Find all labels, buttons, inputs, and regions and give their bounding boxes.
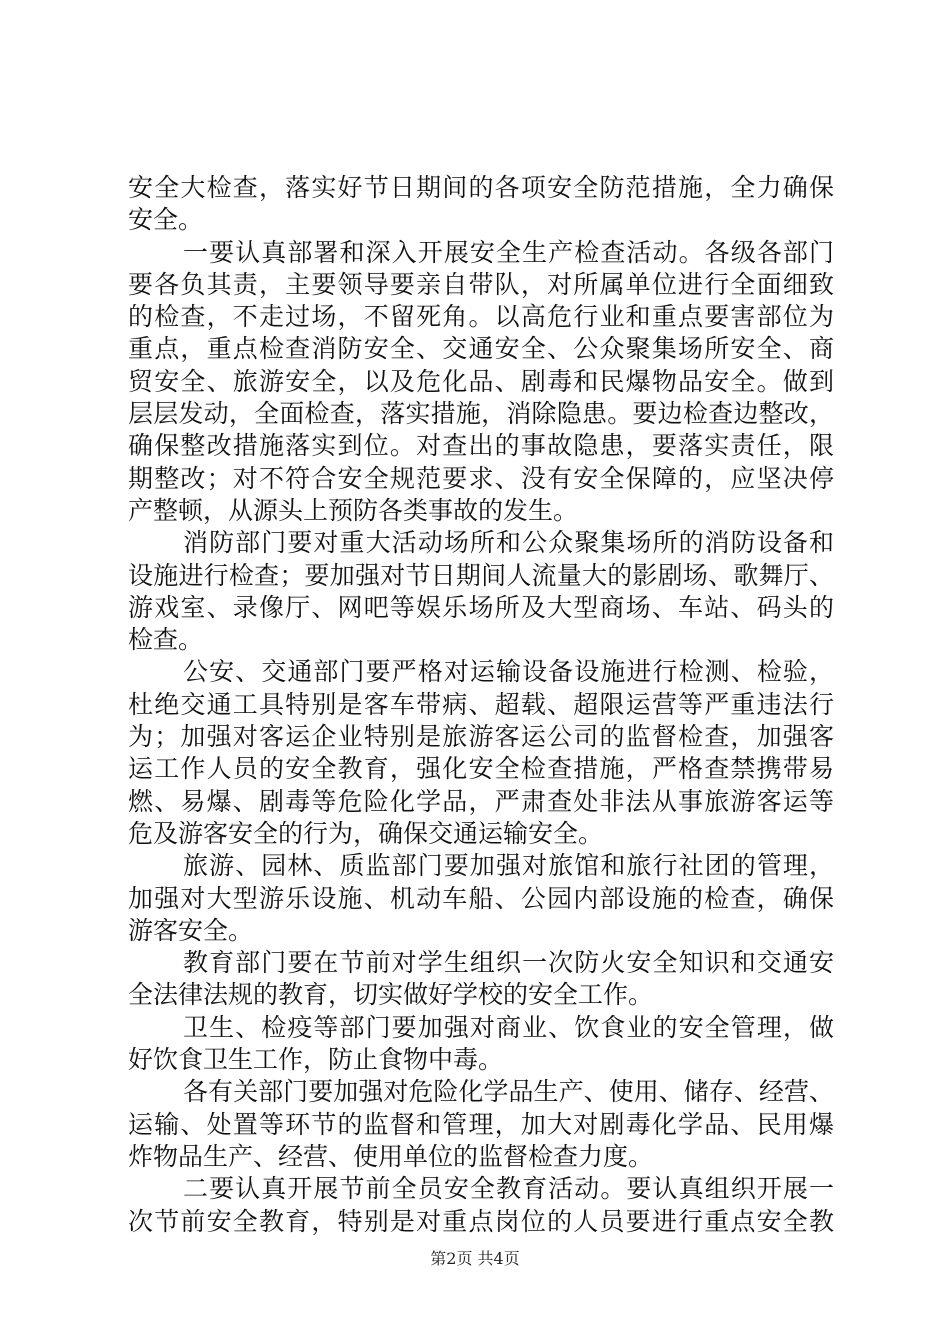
- text-line: 卫生、检疫等部门要加强对商业、饮食业的安全管理，做: [183, 1012, 834, 1042]
- text-line: 危及游客安全的行为，确保交通运输安全。: [128, 818, 604, 848]
- text-line: 好饮食卫生工作，防止食物中毒。: [128, 1045, 504, 1075]
- text-line: 为；加强对客运企业特别是旅游客运公司的监督检查，加强客: [128, 722, 834, 752]
- text-line: 一要认真部署和深入开展安全生产检查活动。各级各部门: [183, 237, 834, 267]
- text-line: 燃、易爆、剧毒等危险化学品，严肃查处非法从事旅游客运等: [128, 786, 834, 816]
- text-line: 游戏室、录像厅、网吧等娱乐场所及大型商场、车站、码头的: [128, 592, 834, 622]
- text-line: 消防部门要对重大活动场所和公众聚集场所的消防设备和: [183, 528, 834, 558]
- text-line: 游客安全。: [128, 915, 254, 945]
- text-line: 各有关部门要加强对危险化学品生产、使用、储存、经营、: [183, 1077, 834, 1107]
- text-line: 公安、交通部门要严格对运输设备设施进行检测、检验，: [183, 657, 834, 687]
- text-line: 运输、处置等环节的监督和管理，加大对剧毒化学品、民用爆: [128, 1109, 834, 1139]
- text-line: 层层发动，全面检查，落实措施，消除隐患。要边检查边整改，: [128, 399, 834, 429]
- text-line: 产整顿，从源头上预防各类事故的发生。: [128, 495, 579, 525]
- text-line: 的检查，不走过场，不留死角。以高危行业和重点要害部位为: [128, 302, 834, 332]
- text-line: 加强对大型游乐设施、机动车船、公园内部设施的检查，确保: [128, 883, 834, 913]
- text-line: 次节前安全教育，特别是对重点岗位的人员要进行重点安全教: [128, 1206, 834, 1236]
- text-line: 确保整改措施落实到位。对查出的事故隐患，要落实责任，限: [128, 431, 834, 461]
- text-line: 炸物品生产、经营、使用单位的监督检查力度。: [128, 1141, 654, 1171]
- text-line: 重点，重点检查消防安全、交通安全、公众聚集场所安全、商: [128, 334, 834, 364]
- text-line: 旅游、园林、质监部门要加强对旅馆和旅行社团的管理，: [183, 851, 834, 881]
- text-line: 设施进行检查；要加强对节日期间人流量大的影剧场、歌舞厅、: [128, 560, 834, 590]
- text-line: 全法律法规的教育，切实做好学校的安全工作。: [128, 980, 654, 1010]
- text-line: 期整改；对不符合安全规范要求、没有安全保障的，应坚决停: [128, 463, 834, 493]
- text-line: 运工作人员的安全教育，强化安全检查措施，严格查禁携带易: [128, 754, 834, 784]
- text-line: 安全。: [128, 205, 204, 235]
- text-line: 安全大检查，落实好节日期间的各项安全防范措施，全力确保: [128, 173, 834, 202]
- text-line: 贸安全、旅游安全，以及危化品、剧毒和民爆物品安全。做到: [128, 366, 834, 396]
- text-line: 二要认真开展节前全员安全教育活动。要认真组织开展一: [183, 1174, 834, 1204]
- text-line: 检查。: [128, 625, 204, 655]
- document-body: [128, 172, 834, 1238]
- text-line: 要各负其责，主要领导要亲自带队，对所属单位进行全面细致: [128, 269, 834, 299]
- text-line: 教育部门要在节前对学生组织一次防火安全知识和交通安: [183, 948, 834, 978]
- text-line: 杜绝交通工具特别是客车带病、超载、超限运营等严重违法行: [128, 689, 834, 719]
- page-footer: 第2页 共4页: [430, 1249, 520, 1268]
